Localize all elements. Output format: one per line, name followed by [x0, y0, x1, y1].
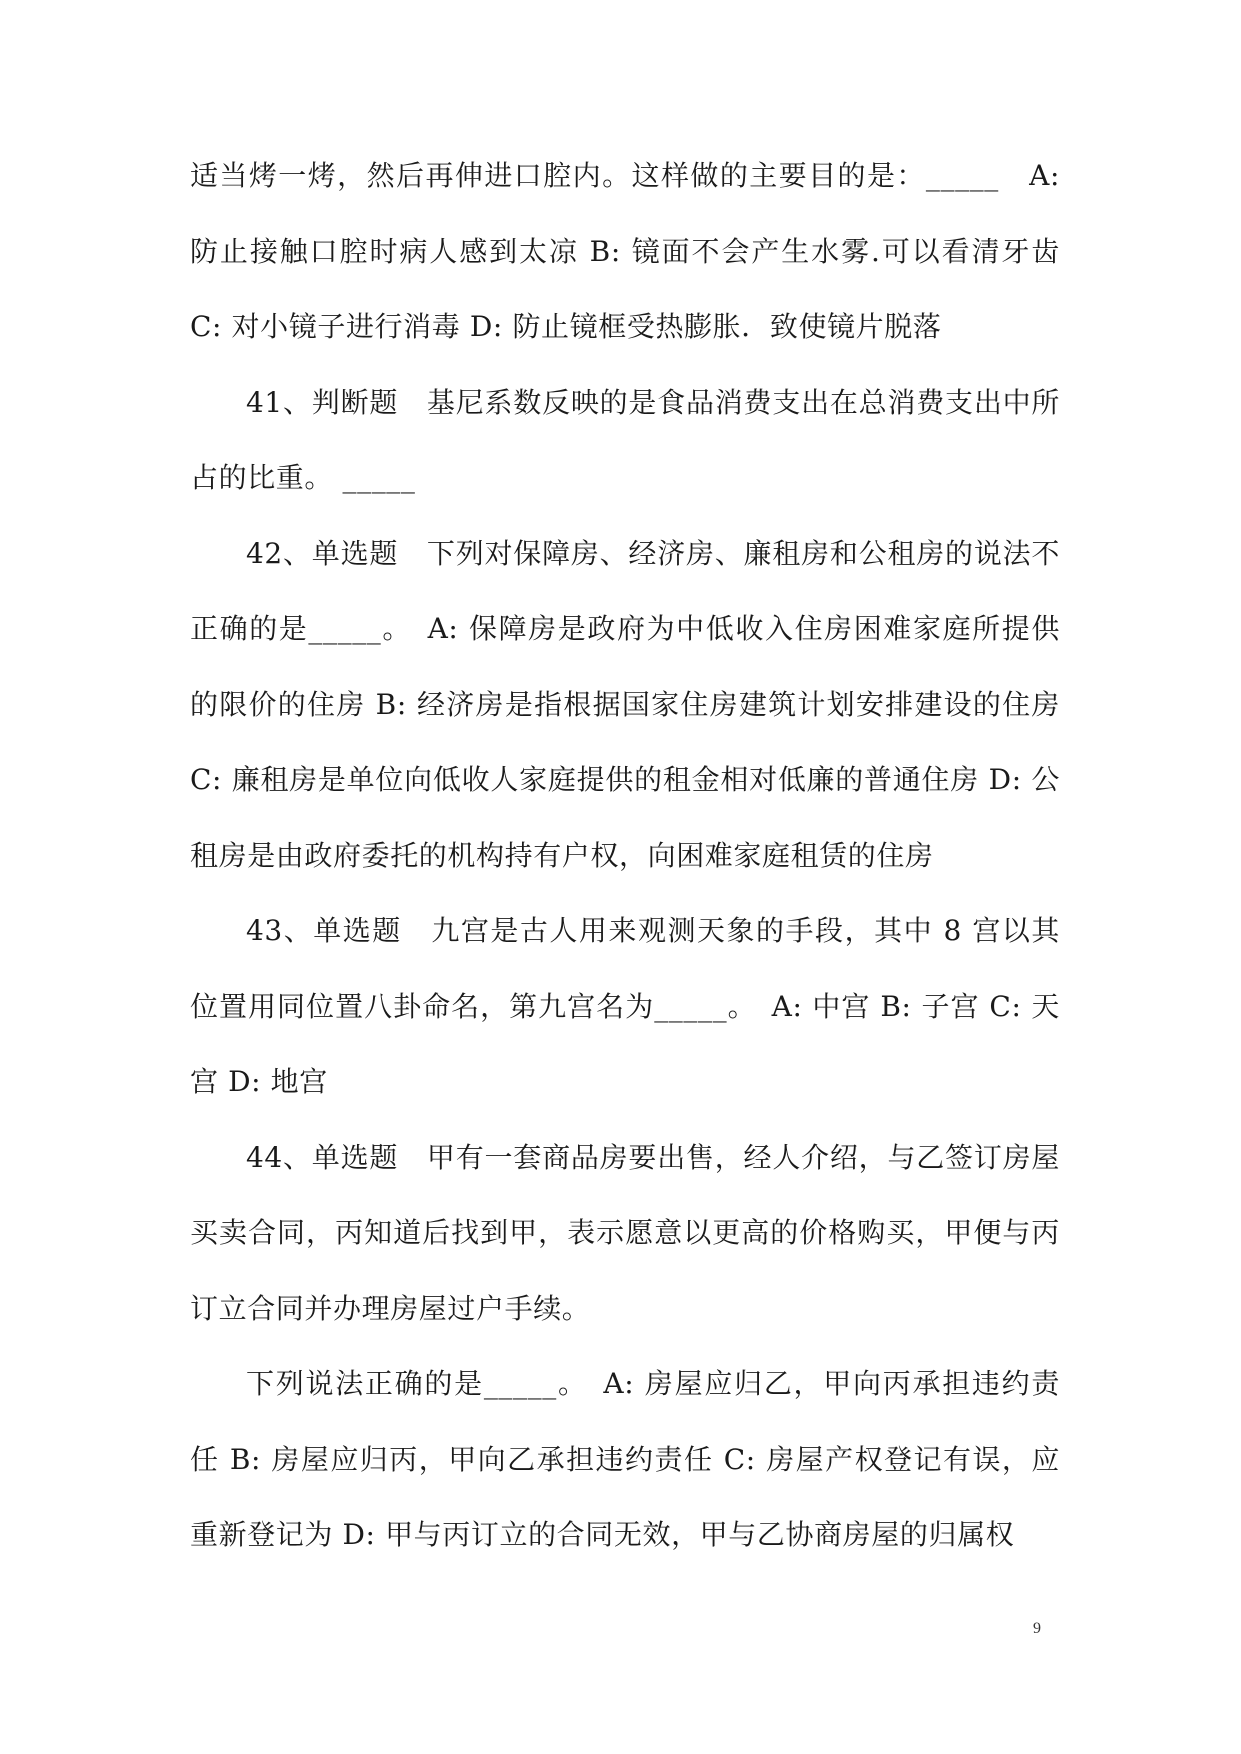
question-41: 41、判断题 基尼系数反映的是食品消费支出在总消费支出中所占的比重。 _____: [190, 385, 1060, 494]
question-44-stem: 44、单选题 甲有一套商品房要出售，经人介绍，与乙签订房屋买卖合同，丙知道后找到甲，表示愿意以更高的价格购买，甲便与丙订立合同并办理房屋过户手续。: [190, 1140, 1060, 1325]
question-42: 42、单选题 下列对保障房、经济房、廉租房和公租房的说法不正确的是_____。 A: 保障房是政府为中低收入住房困难家庭所提供的限价的住房 B: 经济房是指根据国家住房建筑计划安排建设的住房 C: 廉租房是单位向低收人家庭提供的租金相对低廉的普通住房 D: 公租房是由政府委托的机构持有户权，向困难家庭租赁的住房: [190, 536, 1060, 872]
question-44-options: 下列说法正确的是_____。 A: 房屋应归乙，甲向丙承担违约责任 B: 房屋应归丙，甲向乙承担违约责任 C: 房屋产权登记有误，应重新登记为 D: 甲与丙订立的合同无效，甲与乙协商房屋的归属权: [190, 1367, 1060, 1551]
page-number: 9: [1033, 1620, 1041, 1637]
question-40-continuation: 适当烤一烤，然后再伸进口腔内。这样做的主要目的是：_____ A: 防止接触口腔时病人感到太凉 B: 镜面不会产生水雾.可以看清牙齿 C: 对小镜子进行消毒 D: 防止镜框受热膨胀．致使镜片脱落: [190, 159, 1060, 343]
question-43: 43、单选题 九宫是古人用来观测天象的手段，其中 8 宫以其位置用同位置八卦命名，第九宫名为_____。 A: 中宫 B: 子宫 C: 天宫 D: 地宫: [190, 914, 1060, 1098]
document-page: [190, 138, 1060, 1573]
